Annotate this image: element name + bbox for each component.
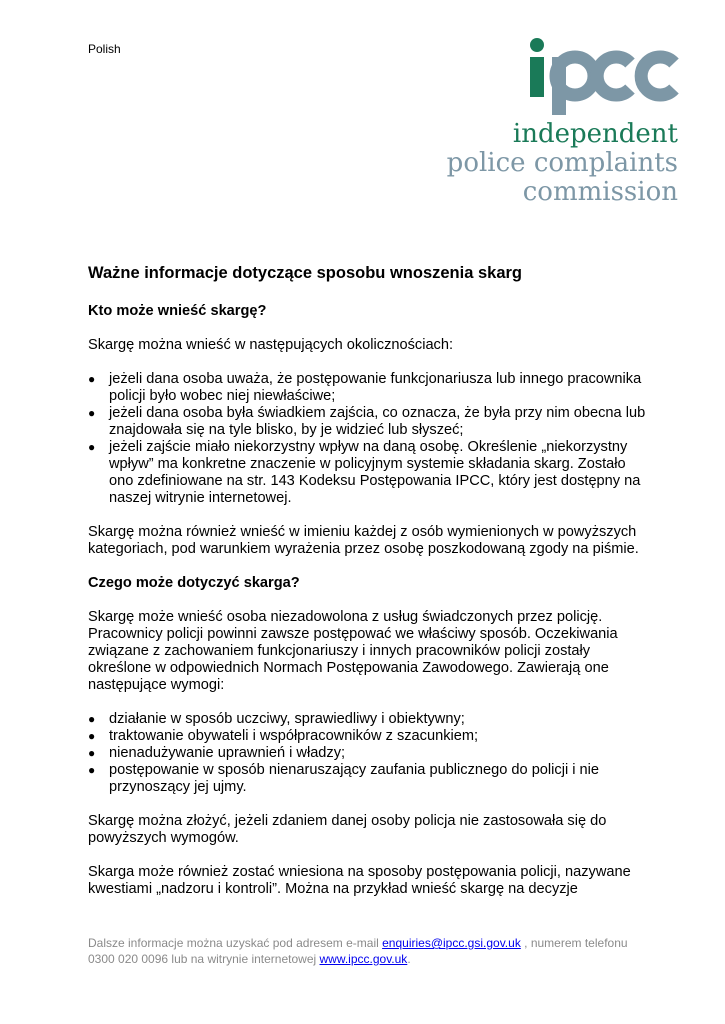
bullet-icon: ● <box>88 372 96 386</box>
footer-contact <box>88 935 648 967</box>
section-heading-who: Kto może wnieść skargę? <box>88 303 267 319</box>
bullet-icon: ● <box>88 712 96 726</box>
list-item: ● nienadużywanie uprawnień i władzy; <box>88 745 346 761</box>
section-what-paragraph-2: Skargę można złożyć, jeżeli zdaniem danej osoby policja nie zastosowała się do powyższych wymogów. <box>88 813 607 846</box>
website-link[interactable]: www.ipcc.gov.uk <box>319 952 408 966</box>
bullet-icon: ● <box>88 729 96 743</box>
section-who-intro: Skargę można wnieść w następujących okolicznościach: <box>88 337 454 353</box>
ipcc-logo <box>440 30 690 210</box>
document-body <box>88 262 648 915</box>
footer-text-3: . <box>407 952 411 966</box>
section-what-paragraph-3: Skarga może również zostać wniesiona na sposoby postępowania policji, nazywane kwestiami „nadzoru i kontroli”. Można na przykład wnieść skargę na decyzje <box>88 864 631 897</box>
footer-text-1: Dalsze informacje można uzyskać pod adresem e-mail <box>88 936 383 950</box>
bullet-icon: ● <box>88 440 96 454</box>
logo-line-police-complaints: police complaints <box>446 148 678 178</box>
ipcc-mark-icon <box>530 38 674 115</box>
what-bullet-list <box>88 711 648 796</box>
bullet-icon: ● <box>88 763 96 777</box>
who-bullet-list <box>88 371 648 507</box>
ipcc-logo-graphic <box>440 30 690 210</box>
page-title: Ważne informacje dotyczące sposobu wnoszenia skarg <box>88 264 523 282</box>
footer-text-2: , numerem telefonu 0300 020 0096 lub na witrynie internetowej <box>88 936 628 966</box>
list-item: ● jeżeli zajście miało niekorzystny wpływ na daną osobę. Określenie „niekorzystny wpływ” ma konkretne znaczenie w policyjnym systemie składania skarg. Zostało ono zdefiniowane na str. 143 Kodeksu Postępowania IPCC, który jest dostępny na naszej witrynie internetowej. <box>88 439 641 506</box>
section-who-paragraph: Skargę można również wnieść w imieniu każdej z osób wymienionych w powyższych kategoriach, pod warunkiem wyrażenia przez osobę poszkodowaną zgody na piśmie. <box>88 524 639 557</box>
language-label: Polish <box>88 42 121 56</box>
list-item: ● działanie w sposób uczciwy, sprawiedliwy i obiektywny; <box>88 711 465 727</box>
list-item: ● jeżeli dana osoba była świadkiem zajścia, co oznacza, że była przy nim obecna lub znajdowała się na tyle blisko, by je widzieć lub słyszeć; <box>88 405 646 438</box>
bullet-icon: ● <box>88 746 96 760</box>
list-item: ● jeżeli dana osoba uważa, że postępowanie funkcjonariusza lub innego pracownika policji było wobec niej niewłaściwe; <box>88 371 642 404</box>
list-item: ● postępowanie w sposób nienaruszający zaufania publicznego do policji i nie przynoszący jej ujmy. <box>88 762 600 795</box>
section-what-paragraph-1: Skargę może wnieść osoba niezadowolona z usług świadczonych przez policję. Pracownicy policji powinni zawsze postępować we właściwy sposób. Oczekiwania związane z zachowaniem funkcjonariuszy i innych pracowników policji zostały określone w odpowiednich Normach Postępowania Zawodowego. Zawierają one następujące wymogi: <box>88 609 618 693</box>
section-heading-what: Czego może dotyczyć skarga? <box>88 575 300 591</box>
list-item: ● traktowanie obywateli i współpracowników z szacunkiem; <box>88 728 479 744</box>
email-link[interactable]: enquiries@ipcc.gsi.gov.uk <box>382 936 521 950</box>
logo-line-commission: commission <box>522 177 678 207</box>
bullet-icon: ● <box>88 406 96 420</box>
logo-line-independent: independent <box>512 119 678 149</box>
